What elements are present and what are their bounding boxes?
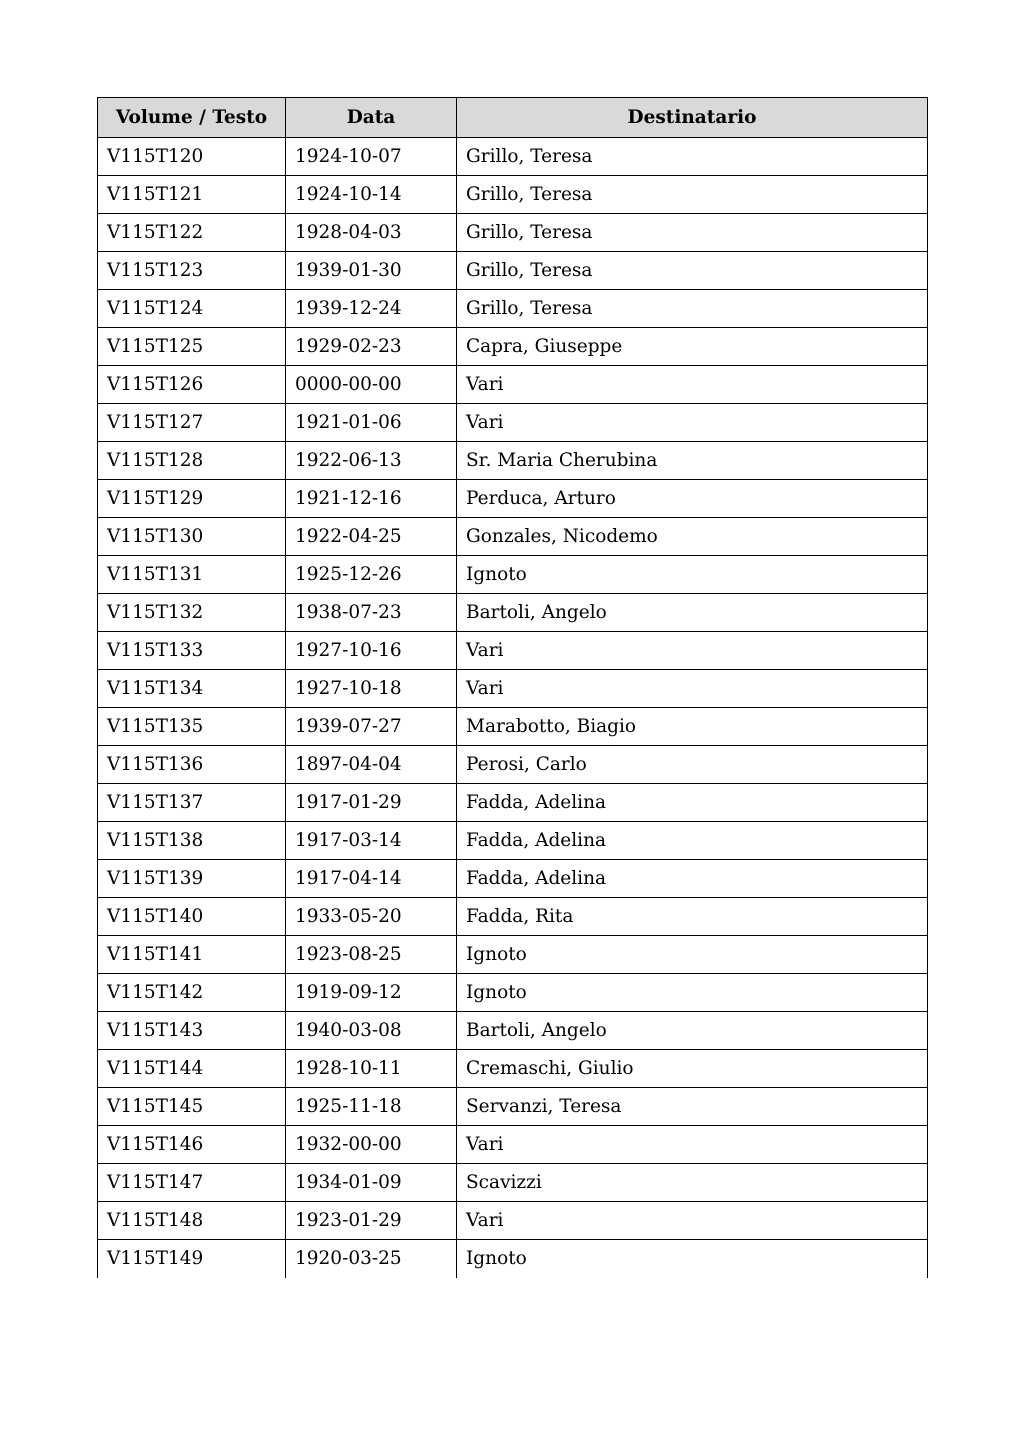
table-row xyxy=(98,176,928,214)
cell-data: 1897-04-04 xyxy=(286,746,457,784)
cell-volume-testo: V115T137 xyxy=(98,784,286,822)
cell-destinatario: Scavizzi xyxy=(457,1164,928,1202)
table-row xyxy=(98,138,928,176)
cell-destinatario: Vari xyxy=(457,670,928,708)
cell-volume-testo: V115T130 xyxy=(98,518,286,556)
table-row xyxy=(98,594,928,632)
cell-volume-testo: V115T121 xyxy=(98,176,286,214)
cell-volume-testo: V115T125 xyxy=(98,328,286,366)
cell-destinatario: Capra, Giuseppe xyxy=(457,328,928,366)
cell-volume-testo: V115T134 xyxy=(98,670,286,708)
cell-data: 1939-12-24 xyxy=(286,290,457,328)
table-row xyxy=(98,1164,928,1202)
cell-data: 1920-03-25 xyxy=(286,1240,457,1278)
cell-volume-testo: V115T138 xyxy=(98,822,286,860)
table-row xyxy=(98,974,928,1012)
cell-destinatario: Ignoto xyxy=(457,936,928,974)
cell-data: 1927-10-18 xyxy=(286,670,457,708)
table-body xyxy=(98,138,928,1278)
table-row xyxy=(98,936,928,974)
cell-data: 1923-01-29 xyxy=(286,1202,457,1240)
table-row xyxy=(98,290,928,328)
cell-destinatario: Servanzi, Teresa xyxy=(457,1088,928,1126)
cell-destinatario: Vari xyxy=(457,404,928,442)
cell-volume-testo: V115T120 xyxy=(98,138,286,176)
cell-destinatario: Fadda, Rita xyxy=(457,898,928,936)
cell-volume-testo: V115T133 xyxy=(98,632,286,670)
cell-data: 1939-01-30 xyxy=(286,252,457,290)
cell-destinatario: Bartoli, Angelo xyxy=(457,1012,928,1050)
cell-data: 1922-04-25 xyxy=(286,518,457,556)
cell-volume-testo: V115T127 xyxy=(98,404,286,442)
cell-volume-testo: V115T129 xyxy=(98,480,286,518)
cell-volume-testo: V115T146 xyxy=(98,1126,286,1164)
cell-destinatario: Cremaschi, Giulio xyxy=(457,1050,928,1088)
cell-data: 1940-03-08 xyxy=(286,1012,457,1050)
cell-volume-testo: V115T142 xyxy=(98,974,286,1012)
cell-data: 0000-00-00 xyxy=(286,366,457,404)
cell-destinatario: Grillo, Teresa xyxy=(457,138,928,176)
column-header-data: Data xyxy=(286,98,457,138)
cell-volume-testo: V115T144 xyxy=(98,1050,286,1088)
table-row xyxy=(98,252,928,290)
cell-destinatario: Ignoto xyxy=(457,974,928,1012)
cell-volume-testo: V115T136 xyxy=(98,746,286,784)
cell-destinatario: Vari xyxy=(457,632,928,670)
cell-volume-testo: V115T131 xyxy=(98,556,286,594)
cell-data: 1932-00-00 xyxy=(286,1126,457,1164)
cell-destinatario: Fadda, Adelina xyxy=(457,784,928,822)
cell-data: 1921-01-06 xyxy=(286,404,457,442)
cell-destinatario: Perosi, Carlo xyxy=(457,746,928,784)
table-row xyxy=(98,480,928,518)
cell-data: 1939-07-27 xyxy=(286,708,457,746)
table-row xyxy=(98,1012,928,1050)
cell-volume-testo: V115T135 xyxy=(98,708,286,746)
table-row xyxy=(98,708,928,746)
table-row xyxy=(98,784,928,822)
cell-volume-testo: V115T145 xyxy=(98,1088,286,1126)
cell-data: 1933-05-20 xyxy=(286,898,457,936)
cell-data: 1923-08-25 xyxy=(286,936,457,974)
table-row xyxy=(98,328,928,366)
cell-volume-testo: V115T149 xyxy=(98,1240,286,1278)
table-row xyxy=(98,442,928,480)
cell-volume-testo: V115T148 xyxy=(98,1202,286,1240)
cell-data: 1917-04-14 xyxy=(286,860,457,898)
column-header-destinatario: Destinatario xyxy=(457,98,928,138)
column-header-volume-testo: Volume / Testo xyxy=(98,98,286,138)
cell-data: 1919-09-12 xyxy=(286,974,457,1012)
table-row xyxy=(98,214,928,252)
cell-destinatario: Vari xyxy=(457,1202,928,1240)
cell-destinatario: Grillo, Teresa xyxy=(457,252,928,290)
table-row xyxy=(98,366,928,404)
cell-volume-testo: V115T124 xyxy=(98,290,286,328)
cell-volume-testo: V115T140 xyxy=(98,898,286,936)
table-row xyxy=(98,860,928,898)
table-header-row xyxy=(98,98,928,138)
cell-destinatario: Marabotto, Biagio xyxy=(457,708,928,746)
cell-data: 1924-10-14 xyxy=(286,176,457,214)
table-row xyxy=(98,746,928,784)
cell-destinatario: Vari xyxy=(457,366,928,404)
cell-destinatario: Fadda, Adelina xyxy=(457,860,928,898)
table-row xyxy=(98,518,928,556)
cell-destinatario: Grillo, Teresa xyxy=(457,214,928,252)
cell-data: 1921-12-16 xyxy=(286,480,457,518)
cell-volume-testo: V115T132 xyxy=(98,594,286,632)
letters-index-table xyxy=(97,97,928,1278)
cell-data: 1925-12-26 xyxy=(286,556,457,594)
cell-data: 1922-06-13 xyxy=(286,442,457,480)
cell-data: 1917-01-29 xyxy=(286,784,457,822)
cell-destinatario: Gonzales, Nicodemo xyxy=(457,518,928,556)
cell-volume-testo: V115T126 xyxy=(98,366,286,404)
table-row xyxy=(98,1240,928,1278)
table-row xyxy=(98,670,928,708)
cell-destinatario: Perduca, Arturo xyxy=(457,480,928,518)
cell-data: 1928-04-03 xyxy=(286,214,457,252)
cell-data: 1925-11-18 xyxy=(286,1088,457,1126)
cell-data: 1928-10-11 xyxy=(286,1050,457,1088)
cell-destinatario: Ignoto xyxy=(457,556,928,594)
cell-destinatario: Bartoli, Angelo xyxy=(457,594,928,632)
table-row xyxy=(98,1088,928,1126)
cell-data: 1924-10-07 xyxy=(286,138,457,176)
table-row xyxy=(98,632,928,670)
cell-destinatario: Vari xyxy=(457,1126,928,1164)
cell-data: 1934-01-09 xyxy=(286,1164,457,1202)
cell-volume-testo: V115T143 xyxy=(98,1012,286,1050)
table-row xyxy=(98,1202,928,1240)
cell-data: 1938-07-23 xyxy=(286,594,457,632)
cell-volume-testo: V115T139 xyxy=(98,860,286,898)
cell-data: 1929-02-23 xyxy=(286,328,457,366)
table-row xyxy=(98,898,928,936)
cell-destinatario: Grillo, Teresa xyxy=(457,176,928,214)
cell-destinatario: Sr. Maria Cherubina xyxy=(457,442,928,480)
table-row xyxy=(98,822,928,860)
cell-destinatario: Fadda, Adelina xyxy=(457,822,928,860)
table-row xyxy=(98,404,928,442)
cell-volume-testo: V115T128 xyxy=(98,442,286,480)
cell-destinatario: Grillo, Teresa xyxy=(457,290,928,328)
table-row xyxy=(98,556,928,594)
table-row xyxy=(98,1126,928,1164)
cell-destinatario: Ignoto xyxy=(457,1240,928,1278)
table-row xyxy=(98,1050,928,1088)
cell-volume-testo: V115T141 xyxy=(98,936,286,974)
cell-volume-testo: V115T123 xyxy=(98,252,286,290)
cell-volume-testo: V115T122 xyxy=(98,214,286,252)
cell-data: 1927-10-16 xyxy=(286,632,457,670)
cell-volume-testo: V115T147 xyxy=(98,1164,286,1202)
cell-data: 1917-03-14 xyxy=(286,822,457,860)
